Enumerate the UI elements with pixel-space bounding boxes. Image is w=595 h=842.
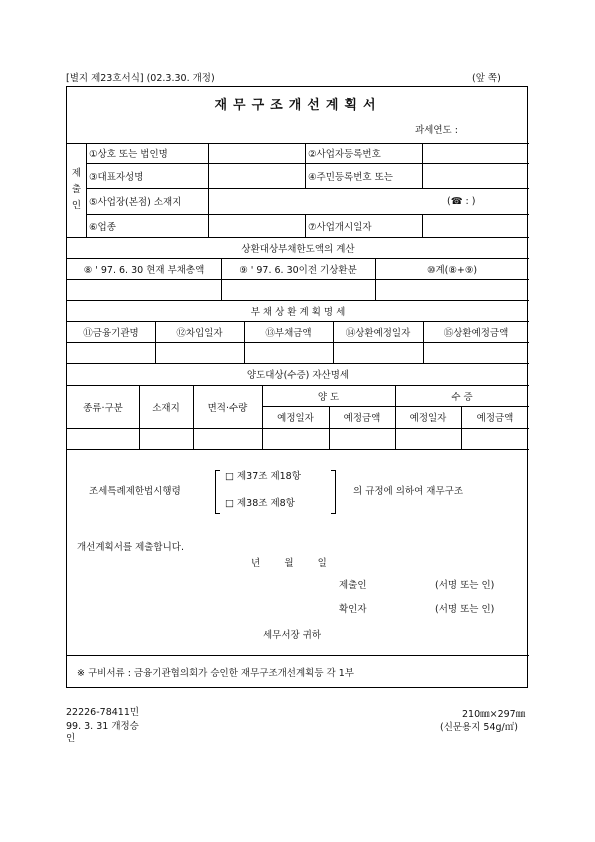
address-input[interactable]	[210, 190, 440, 212]
paper-size: 210㎜×297㎜	[462, 709, 526, 720]
gift-amount-header: 예정금액	[476, 413, 514, 424]
asset-kind-header: 종류·구분	[83, 402, 123, 414]
start-date-label: ⑦사업개시일자	[308, 221, 372, 233]
page-side: (앞 쪽)	[472, 73, 501, 84]
form-code: 22226-78411민	[66, 707, 140, 718]
bank-name-header: ⑪금융기관명	[83, 327, 139, 339]
transfer-header: 양 도	[317, 391, 340, 403]
debt-sum-input[interactable]	[377, 281, 527, 298]
confirmer-label: 확인자	[339, 604, 367, 615]
submitter-group-label: 제출인	[71, 168, 82, 211]
borrow-date-input[interactable]	[157, 344, 242, 361]
addressee: 세무서장 귀하	[263, 630, 322, 641]
form-number: [별지 제23호서식] (02.3.30. 개정)	[66, 73, 215, 84]
business-number-input[interactable]	[424, 145, 527, 162]
debt-amount-header: ⑬부채금액	[265, 327, 312, 339]
option-article-38[interactable]: □ 제38조 제8항	[225, 498, 295, 509]
asset-location-header: 소재지	[152, 402, 180, 414]
option-article-37[interactable]: □ 제37조 제18항	[225, 471, 301, 482]
representative-label: ③대표자성명	[89, 171, 144, 183]
address-label: ⑤사업장(본점) 소재지	[89, 197, 182, 208]
gift-date-input[interactable]	[397, 430, 459, 447]
attachment-note: ※ 구비서류 : 금융기관협의회가 승인한 재무구조개선계획등 각 1부	[77, 668, 354, 679]
borrow-date-header: ⑫차입일자	[176, 327, 223, 339]
transfer-date-input[interactable]	[264, 430, 327, 447]
debt-sum-label: ⑩계(⑧+⑨)	[426, 264, 478, 276]
repay-amount-header: ⑮상환예정금액	[443, 327, 509, 339]
repay-amount-input[interactable]	[425, 344, 527, 361]
business-number-label: ②사업자등록번호	[308, 149, 381, 160]
submit-date: 년 월 일	[251, 558, 327, 569]
confirmer-signature-field[interactable]	[377, 599, 433, 615]
asset-location-input[interactable]	[141, 430, 191, 447]
asset-kind-input[interactable]	[69, 430, 137, 447]
total-debt-input[interactable]	[69, 281, 219, 298]
law-name: 조세특례제한법시행령	[89, 486, 181, 497]
phone-label: (☎ : )	[447, 195, 476, 207]
tax-year-label: 과세연도 :	[415, 125, 458, 136]
transfer-amount-input[interactable]	[331, 430, 393, 447]
submitter-sign-note: (서명 또는 인)	[435, 580, 495, 591]
form-title: 재무구조개선계획서	[214, 97, 382, 113]
debt-limit-section-title: 상환대상부채한도액의 계산	[241, 243, 355, 255]
resident-number-input[interactable]	[424, 165, 527, 186]
industry-input[interactable]	[210, 216, 303, 235]
declaration-line-2: 개선계획서를 제출합니다.	[77, 542, 184, 553]
paper-type: (신문용지 54g/㎡)	[440, 722, 518, 733]
gift-amount-input[interactable]	[463, 430, 527, 447]
industry-label: ⑥업종	[89, 221, 116, 233]
gift-date-header: 예정일자	[409, 413, 447, 424]
asset-area-input[interactable]	[195, 430, 260, 447]
gift-header: 수 증	[451, 391, 473, 403]
declaration-suffix: 의 규정에 의하여 재무구조	[353, 486, 464, 497]
start-date-input[interactable]	[424, 216, 527, 235]
repaid-debt-label: ⑨ ' 97. 6. 30이전 기상환분	[239, 264, 357, 276]
approval-note: 99. 3. 31 개정승인	[66, 721, 139, 744]
confirmer-sign-note: (서명 또는 인)	[435, 604, 495, 615]
debt-amount-input[interactable]	[246, 344, 331, 361]
transfer-amount-header: 예정금액	[343, 413, 381, 424]
submitter-label: 제출인	[339, 580, 367, 591]
transfer-date-header: 예정일자	[277, 413, 314, 424]
total-debt-label: ⑧ ' 97. 6. 30 현재 부채총액	[83, 264, 205, 276]
tax-year-input[interactable]	[467, 121, 523, 135]
asset-area-header: 면적·수량	[207, 402, 248, 414]
asset-section-title: 양도대상(수증) 자산명세	[246, 370, 350, 381]
repaid-debt-input[interactable]	[223, 281, 373, 298]
company-name-input[interactable]	[210, 145, 303, 162]
company-name-label: ①상호 또는 법인명	[89, 149, 168, 160]
bank-name-input[interactable]	[69, 344, 153, 361]
resident-number-label: ④주민등록번호 또는	[308, 171, 393, 183]
repay-date-header: ⑭상환예정일자	[345, 327, 411, 339]
repay-date-input[interactable]	[335, 344, 421, 361]
representative-input[interactable]	[210, 165, 303, 186]
submitter-signature-field[interactable]	[377, 575, 433, 591]
form-body	[66, 86, 528, 688]
repayment-plan-section-title: 부 채 상 환 계 획 명 세	[250, 306, 346, 318]
